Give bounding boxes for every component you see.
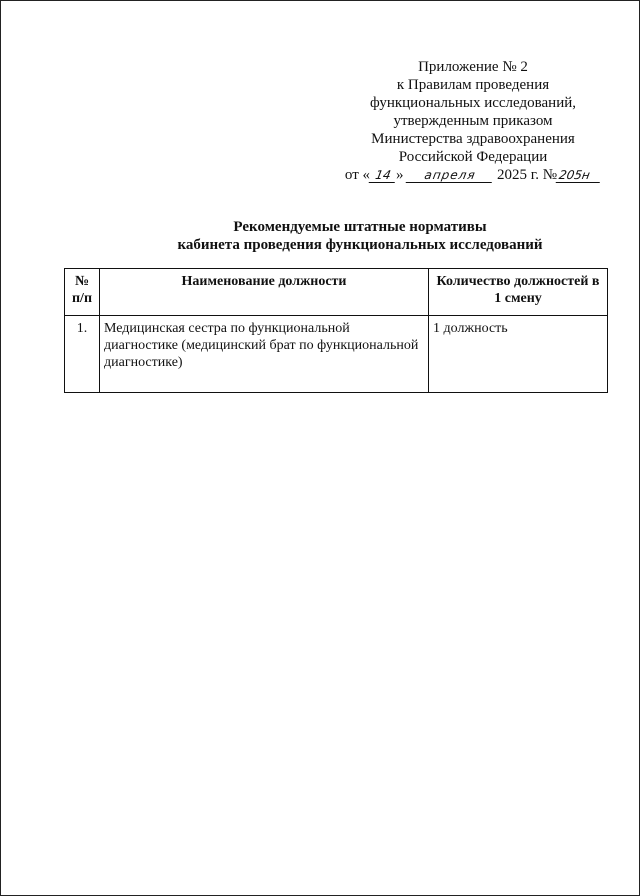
document-title	[120, 218, 600, 254]
appendix-block	[330, 58, 616, 184]
row-position-name: Медицинская сестра по функциональной диагностике (медицинский брат по функциональной диагностике)	[100, 316, 429, 393]
order-date-line	[330, 166, 616, 184]
title-line-1: Рекомендуемые штатные нормативы	[233, 219, 487, 235]
appendix-line: Министерства здравоохранения	[371, 131, 575, 147]
handwritten-day: 14	[369, 168, 398, 183]
appendix-line: функциональных исследований,	[369, 95, 576, 111]
header-position-count: Количество должностей в 1 смену	[429, 269, 608, 316]
handwritten-month: апреля	[406, 168, 495, 183]
table-header-row	[65, 269, 608, 316]
header-number: № п/п	[65, 269, 100, 316]
date-prefix: от «	[344, 167, 371, 183]
appendix-line: Российской Федерации	[398, 149, 548, 165]
row-position-count: 1 должность	[429, 316, 608, 393]
appendix-line: к Правилам проведения	[396, 77, 550, 93]
appendix-line: утвержденным приказом	[393, 113, 553, 129]
staffing-norms-table	[64, 268, 608, 393]
header-position-name: Наименование должности	[100, 269, 429, 316]
table-row	[65, 316, 608, 393]
appendix-line: Приложение № 2	[418, 59, 528, 75]
handwritten-order-number: 205н	[556, 168, 603, 183]
date-mid: »	[396, 167, 404, 183]
row-number: 1.	[65, 316, 100, 393]
title-line-2: кабинета проведения функциональных исследований	[177, 237, 543, 253]
date-year: 2025 г. №	[497, 167, 558, 183]
